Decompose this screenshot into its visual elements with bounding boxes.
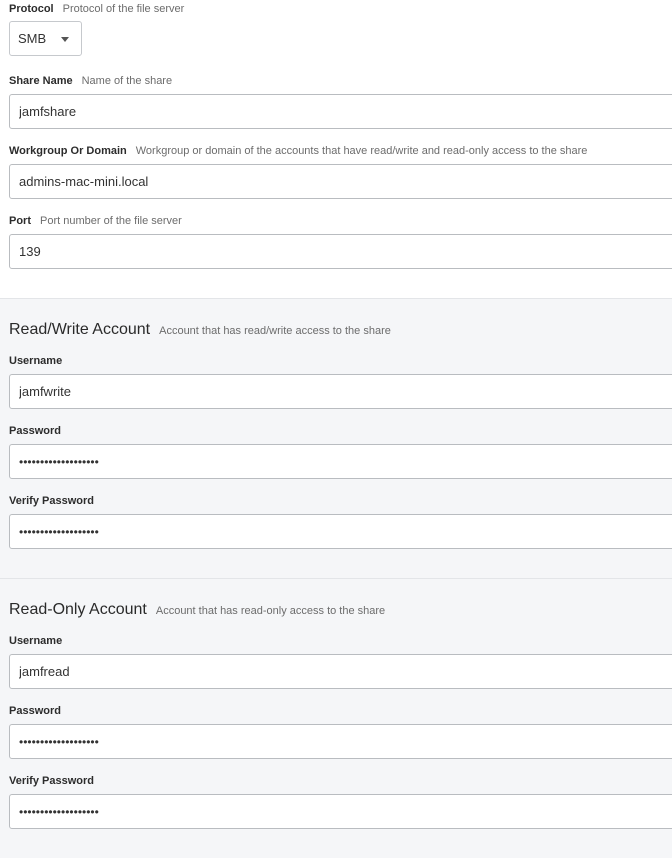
rw-verify-label: Verify Password [9, 495, 94, 507]
share-name-label-row [9, 75, 172, 87]
ro-username-input[interactable] [9, 654, 672, 689]
share-name-label: Share Name [9, 75, 73, 87]
read-only-hint: Account that has read-only access to the share [155, 605, 386, 617]
ro-password-label-row [9, 705, 61, 717]
ro-password-label: Password [9, 705, 61, 717]
protocol-label-row [9, 3, 184, 15]
port-label: Port [9, 215, 31, 227]
read-only-heading [9, 601, 385, 619]
server-settings-section [0, 0, 672, 298]
share-name-input[interactable] [9, 94, 672, 129]
ro-username-label-row [9, 635, 62, 647]
rw-verify-label-row [9, 495, 94, 507]
protocol-selected-value: SMB [18, 31, 47, 46]
rw-password-label-row [9, 425, 61, 437]
read-write-title: Read/Write Account [9, 321, 151, 338]
workgroup-label: Workgroup Or Domain [9, 145, 127, 157]
rw-verify-password-input[interactable] [9, 514, 672, 549]
port-hint: Port number of the file server [40, 215, 182, 227]
share-name-hint: Name of the share [81, 75, 173, 87]
port-input[interactable] [9, 234, 672, 269]
rw-password-label: Password [9, 425, 61, 437]
ro-verify-password-input[interactable] [9, 794, 672, 829]
workgroup-label-row [9, 145, 587, 157]
protocol-hint: Protocol of the file server [62, 3, 185, 15]
protocol-select[interactable] [9, 21, 82, 56]
ro-username-label: Username [9, 635, 63, 647]
read-only-title: Read-Only Account [9, 601, 147, 618]
ro-verify-label-row [9, 775, 94, 787]
port-label-row [9, 215, 182, 227]
workgroup-hint: Workgroup or domain of the accounts that have read/write and read-only access to the share [135, 145, 588, 157]
rw-username-label: Username [9, 355, 63, 367]
workgroup-input[interactable] [9, 164, 672, 199]
read-write-hint: Account that has read/write access to the share [159, 325, 391, 337]
read-write-account-section [0, 298, 672, 578]
rw-username-label-row [9, 355, 62, 367]
caret-down-icon [61, 37, 69, 42]
protocol-label: Protocol [9, 3, 54, 15]
rw-username-input[interactable] [9, 374, 672, 409]
read-only-account-section [0, 578, 672, 858]
ro-verify-label: Verify Password [9, 775, 94, 787]
ro-password-input[interactable] [9, 724, 672, 759]
rw-password-input[interactable] [9, 444, 672, 479]
read-write-heading [9, 321, 391, 339]
